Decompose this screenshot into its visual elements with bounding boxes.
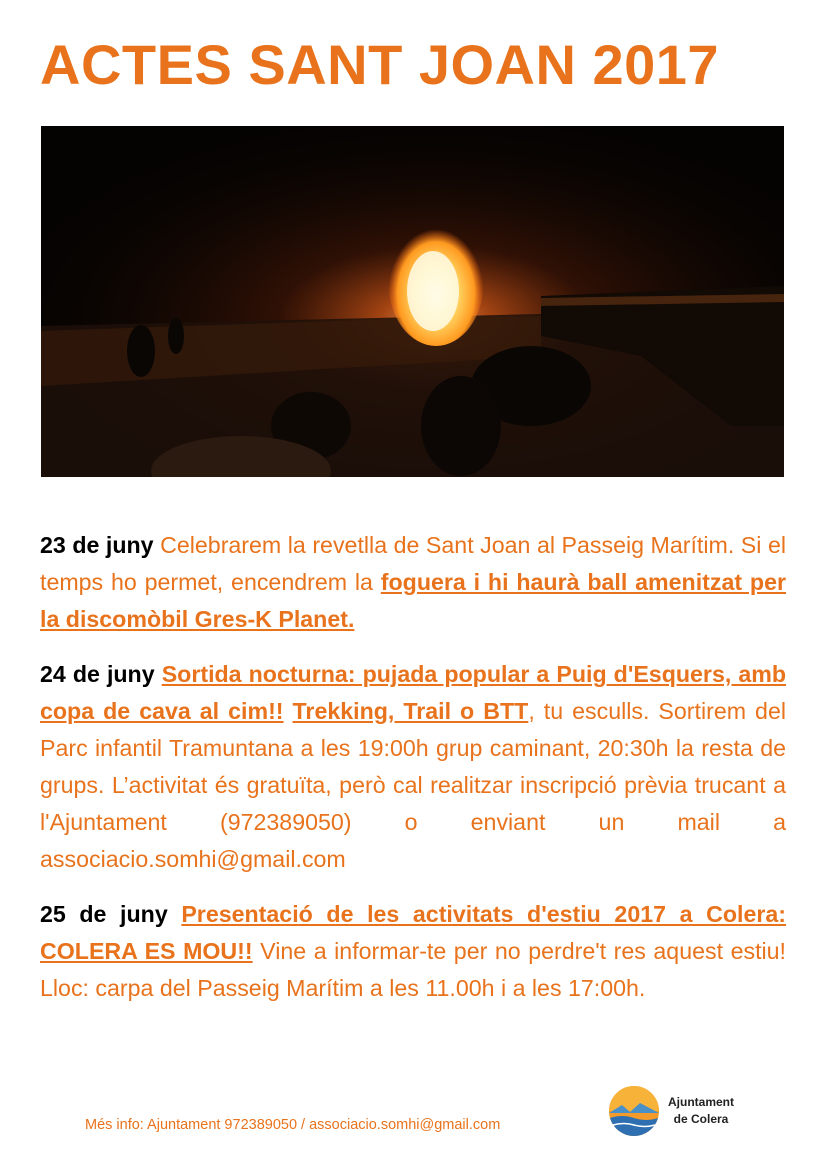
logo-line-2: de Colera: [673, 1112, 729, 1126]
event-date: 25 de juny: [40, 901, 168, 927]
logo-line-1: Ajuntament: [668, 1095, 734, 1109]
poster-title: ACTES SANT JOAN 2017: [40, 33, 720, 96]
event-description: Vine a informar-te per no perdre't res aquest estiu! Lloc: carpa del Passeig Marítim a les 11.00h i a les 17:00h.: [40, 938, 787, 1001]
event-highlight: Presentació de les activitats d'estiu 2017 a Colera: COLERA ES MOU!!: [40, 901, 787, 964]
event-description: Celebrarem la revetlla de Sant Joan al Passeig Marítim. Si el temps ho permet, encendrem la: [40, 532, 787, 595]
event-date: 23 de juny: [40, 532, 154, 558]
event-23-june: [40, 527, 786, 638]
bonfire-photo: [41, 126, 784, 477]
logo-text: [668, 1094, 734, 1128]
ajuntament-logo: [608, 1083, 758, 1139]
event-date: 24 de juny: [40, 661, 155, 687]
event-25-june: [40, 896, 786, 1007]
event-highlight: Sortida nocturna: pujada popular a Puig d'Esquers, amb copa de cava al cim!!: [40, 661, 787, 724]
event-highlight: Trekking, Trail o BTT: [292, 698, 529, 724]
event-highlight: foguera i hi haurà ball amenitzat per la discomòbil Gres-K Planet.: [40, 569, 786, 632]
events-list: [40, 527, 786, 1025]
footer-info: Més info: Ajuntament 972389050 / associacio.somhi@gmail.com: [85, 1117, 501, 1133]
event-24-june: [40, 656, 786, 878]
event-description: , tu esculls. Sortirem del Parc infantil Tramuntana a les 19:00h grup caminant, 20:30h la resta de grups. L’activitat és gratuïta, però cal realitzar inscripció prèvia trucant a l'Ajuntament (972389050) o enviant un mail a associacio.somhi@gmail.com: [40, 698, 786, 872]
colera-logo-icon: [608, 1085, 660, 1137]
